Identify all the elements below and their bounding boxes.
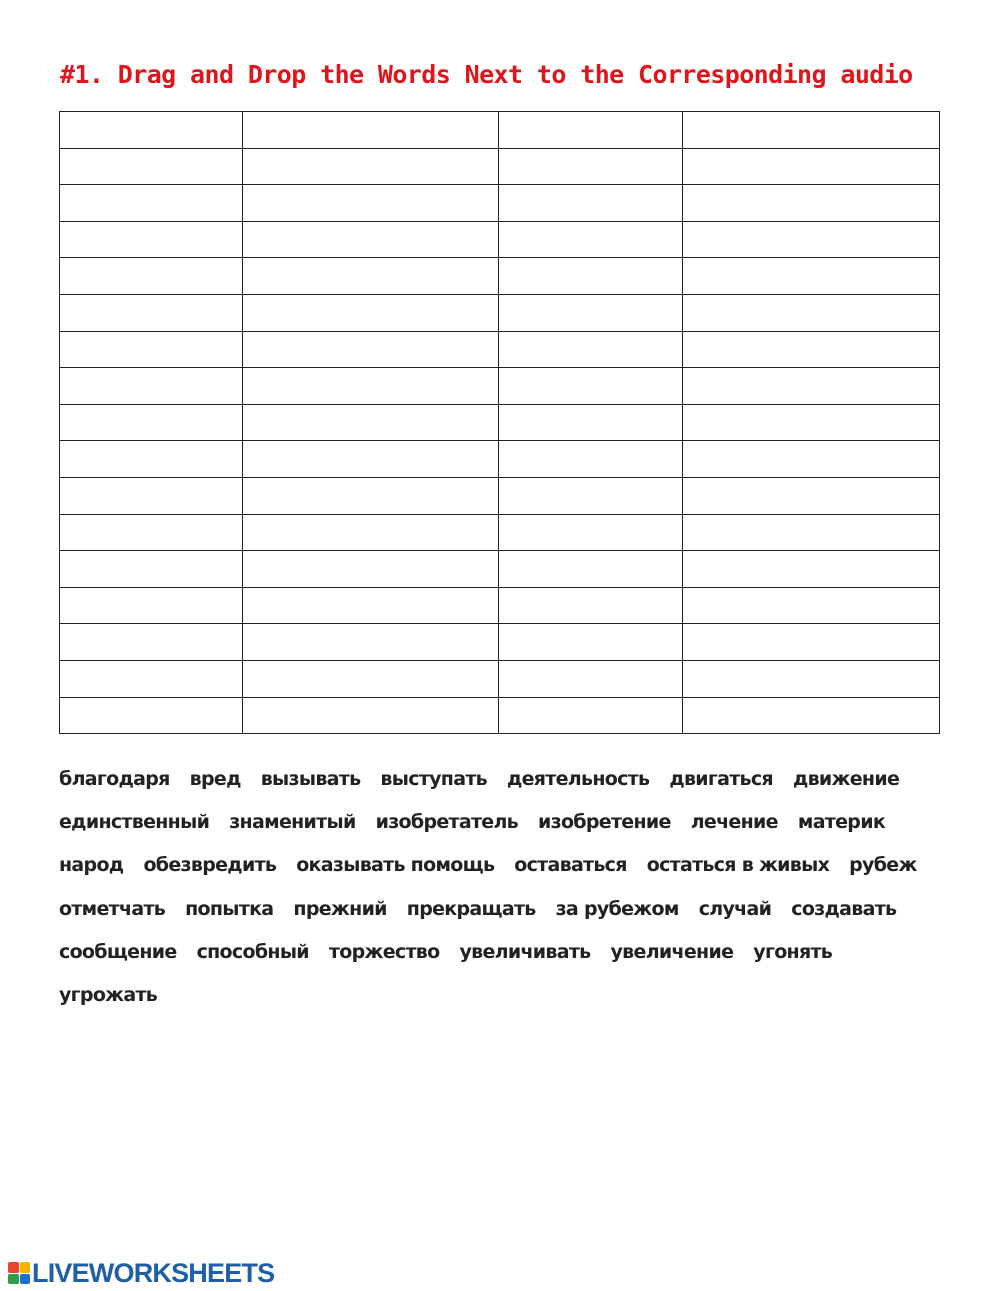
audio-cell[interactable] [499,368,683,405]
audio-cell[interactable] [499,331,683,368]
drop-zone-cell[interactable] [683,258,940,295]
audio-cell[interactable] [60,331,243,368]
draggable-word[interactable]: вред [189,768,241,790]
draggable-word[interactable]: прежний [293,897,387,920]
drop-zone-cell[interactable] [683,148,940,185]
audio-cell[interactable] [499,624,683,661]
table-row [60,148,940,185]
drop-zone-cell[interactable] [683,551,940,588]
drop-zone-cell[interactable] [243,477,499,514]
audio-cell[interactable] [60,624,243,661]
drop-zone-cell[interactable] [243,112,499,149]
drop-zone-cell[interactable] [243,148,499,185]
word-bank-row [59,854,939,897]
table-row [60,404,940,441]
audio-cell[interactable] [499,587,683,624]
draggable-word[interactable]: угонять [753,940,833,963]
draggable-word[interactable]: прекращать [406,897,536,920]
drop-zone-cell[interactable] [683,514,940,551]
table-row [60,660,940,697]
drop-zone-cell[interactable] [683,477,940,514]
draggable-word[interactable]: лечение [690,811,778,834]
table-row [60,258,940,295]
word-bank-row [59,768,939,811]
draggable-word[interactable]: угрожать [59,983,158,1006]
draggable-word[interactable]: изобретение [538,811,671,834]
draggable-word[interactable]: оставаться [514,854,627,877]
table-row [60,697,940,734]
drop-zone-cell[interactable] [683,441,940,478]
table-row [60,294,940,331]
table-row [60,477,940,514]
audio-cell[interactable] [499,221,683,258]
drop-zone-cell[interactable] [683,221,940,258]
drop-zone-cell[interactable] [683,368,940,405]
word-bank-row [59,898,939,941]
audio-cell[interactable] [60,148,243,185]
audio-cell[interactable] [499,112,683,149]
drop-zone-cell[interactable] [243,624,499,661]
table-row [60,221,940,258]
audio-cell[interactable] [499,441,683,478]
drop-zone-cell[interactable] [243,221,499,258]
table-row [60,551,940,588]
draggable-word[interactable]: рубеж [849,854,917,877]
table-row [60,624,940,661]
drop-zone-cell[interactable] [243,587,499,624]
page-title: #1. Drag and Drop the Words Next to the Corresponding audio [60,60,913,89]
audio-cell[interactable] [60,294,243,331]
drop-zone-cell[interactable] [243,514,499,551]
audio-cell[interactable] [60,697,243,734]
audio-cell[interactable] [60,404,243,441]
audio-cell[interactable] [499,185,683,222]
draggable-word[interactable]: отметчать [59,897,166,920]
liveworksheets-logo-icon [8,1262,30,1284]
drop-zone-cell[interactable] [243,404,499,441]
word-bank [59,768,939,1027]
brand-logo-text: LIVEWORKSHEETS [32,1257,275,1288]
audio-cell[interactable] [60,514,243,551]
table-row [60,441,940,478]
drop-zone-cell[interactable] [243,551,499,588]
audio-cell[interactable] [60,441,243,478]
draggable-word[interactable]: благодаря [59,768,170,790]
draggable-word[interactable]: остаться в живых [646,854,830,877]
answer-table [59,111,940,734]
audio-cell[interactable] [60,477,243,514]
audio-cell[interactable] [60,258,243,295]
draggable-word[interactable]: единственный [59,811,210,834]
drop-zone-cell[interactable] [683,185,940,222]
drop-zone-cell[interactable] [243,697,499,734]
drop-zone-cell[interactable] [683,624,940,661]
draggable-word[interactable]: увеличение [610,940,734,963]
draggable-word[interactable]: увеличивать [459,940,591,963]
audio-cell[interactable] [60,587,243,624]
drop-zone-cell[interactable] [683,112,940,149]
draggable-word[interactable]: случай [698,897,772,920]
draggable-word[interactable]: попытка [185,897,274,920]
audio-cell[interactable] [499,660,683,697]
table-row [60,185,940,222]
audio-cell[interactable] [499,294,683,331]
audio-cell[interactable] [499,148,683,185]
audio-cell[interactable] [60,221,243,258]
word-bank-row [59,941,939,984]
word-bank-row [59,811,939,854]
draggable-word[interactable]: народ [59,854,124,877]
draggable-word[interactable]: вызывать [260,768,361,790]
audio-cell[interactable] [499,697,683,734]
drop-zone-cell[interactable] [243,660,499,697]
draggable-word[interactable]: движение [792,768,900,790]
footer [8,1259,274,1287]
audio-cell[interactable] [60,660,243,697]
audio-cell[interactable] [499,551,683,588]
audio-cell[interactable] [499,477,683,514]
draggable-word[interactable]: материк [797,811,886,834]
draggable-word[interactable]: сообщение [59,940,177,963]
drop-zone-cell[interactable] [243,441,499,478]
audio-cell[interactable] [60,368,243,405]
draggable-word[interactable]: за рубежом [555,897,679,920]
table-row [60,368,940,405]
drop-zone-cell[interactable] [243,294,499,331]
table-row [60,331,940,368]
draggable-word[interactable]: изобретатель [375,811,518,834]
draggable-word[interactable]: двигаться [669,768,773,790]
audio-cell[interactable] [60,112,243,149]
drop-zone-cell[interactable] [243,258,499,295]
draggable-word[interactable]: оказывать помощь [296,854,495,877]
word-bank-row [59,984,939,1027]
audio-cell[interactable] [60,551,243,588]
drop-zone-cell[interactable] [683,697,940,734]
audio-cell[interactable] [499,258,683,295]
drop-zone-cell[interactable] [683,331,940,368]
table-row [60,514,940,551]
draggable-word[interactable]: знаменитый [229,811,356,834]
audio-cell[interactable] [499,404,683,441]
draggable-word[interactable]: деятельность [506,768,650,790]
table-row [60,112,940,149]
audio-cell[interactable] [499,514,683,551]
table-row [60,587,940,624]
drop-zone-cell[interactable] [683,294,940,331]
draggable-word[interactable]: способный [196,940,309,963]
drop-zone-cell[interactable] [243,185,499,222]
audio-cell[interactable] [60,185,243,222]
drop-zone-cell[interactable] [683,587,940,624]
drop-zone-cell[interactable] [243,331,499,368]
drop-zone-cell[interactable] [243,368,499,405]
draggable-word[interactable]: выступать [380,768,487,790]
draggable-word[interactable]: торжество [328,940,440,963]
draggable-word[interactable]: обезвредить [143,854,277,877]
drop-zone-cell[interactable] [683,404,940,441]
drop-zone-cell[interactable] [683,660,940,697]
draggable-word[interactable]: создавать [791,897,897,920]
